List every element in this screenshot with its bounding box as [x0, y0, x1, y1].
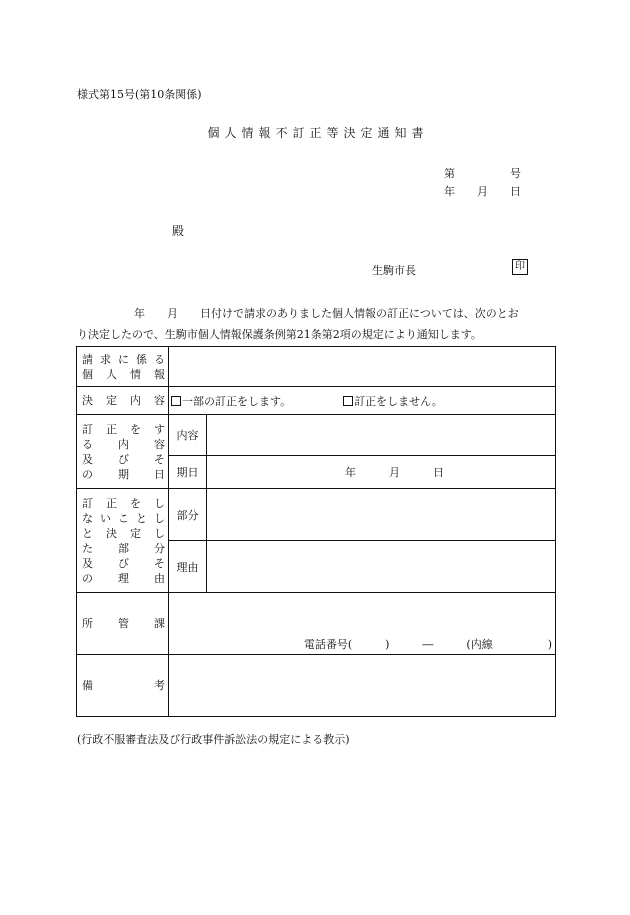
row-department	[77, 593, 556, 655]
value-correction-content[interactable]	[207, 415, 556, 456]
label-line: 及 び そ	[82, 452, 165, 466]
row-decision	[77, 387, 556, 415]
label-line: 請 求 に 係 る	[82, 352, 165, 366]
label-line: 備 考	[82, 679, 165, 692]
label-line: 決 定 内 容	[82, 394, 165, 407]
document-title: 個人情報不訂正等決定通知書	[207, 126, 429, 140]
value-personal-info[interactable]	[169, 347, 556, 387]
label-line: な い こ と し	[82, 511, 165, 525]
label-uncorrected	[77, 489, 169, 593]
option-none-label: 訂正をしません。	[354, 394, 443, 408]
sub-label-reason: 理由	[169, 541, 207, 593]
checkbox-no-correction[interactable]	[343, 396, 353, 406]
notice-body	[77, 303, 519, 345]
row-remarks	[77, 655, 556, 717]
value-correction-date[interactable]	[207, 456, 556, 489]
date-placeholder: 年 月 日	[345, 466, 444, 479]
label-line: の 理 由	[82, 571, 165, 585]
label-line: 個 人 情 報	[82, 367, 165, 381]
phone-number-line: 電話番号( ) ― (内線 )	[303, 638, 552, 651]
value-remarks[interactable]	[169, 655, 556, 717]
sub-label-part: 部分	[169, 489, 207, 541]
document-date: 年 月 日	[444, 185, 521, 198]
addressee: 殿	[172, 224, 185, 238]
label-line: 所 管 課	[82, 617, 165, 630]
value-uncorrected-reason[interactable]	[207, 541, 556, 593]
label-line: の 期 日	[82, 467, 165, 481]
issuer-name: 生駒市長	[372, 264, 416, 277]
label-line: 訂 正 を し	[82, 496, 165, 510]
label-line: 及 び そ	[82, 556, 165, 570]
label-line: と 決 定 し	[82, 526, 165, 540]
row-personal-info	[77, 347, 556, 387]
row-correction-content	[77, 415, 556, 456]
label-line: 訂 正 を す	[82, 422, 165, 436]
notice-line-1: 年 月 日付けで請求のありました個人情報の訂正については、次のとお	[134, 307, 519, 320]
label-remarks	[77, 655, 169, 717]
value-uncorrected-part[interactable]	[207, 489, 556, 541]
decision-table	[76, 346, 556, 717]
row-uncorrected-part	[77, 489, 556, 541]
label-personal-info	[77, 347, 169, 387]
label-decision	[77, 387, 169, 415]
label-department	[77, 593, 169, 655]
sub-label-content: 内容	[169, 415, 207, 456]
decision-options	[169, 387, 556, 415]
option-partial-label: 一部の訂正をします。	[182, 394, 292, 408]
footnote: (行政不服審査法及び行政事件訴訟法の規定による教示)	[77, 733, 350, 746]
checkbox-partial-correction[interactable]	[171, 396, 181, 406]
form-reference: 様式第15号(第10条関係)	[77, 88, 202, 101]
seal-mark	[512, 259, 528, 275]
value-department[interactable]	[169, 593, 556, 655]
notice-line-2: り決定したので、生駒市個人情報保護条例第21条第2項の規定により通知します。	[77, 328, 482, 341]
sub-label-date: 期日	[169, 456, 207, 489]
seal-text: 印	[515, 261, 525, 272]
label-correction	[77, 415, 169, 489]
document-number: 第 号	[444, 167, 521, 180]
label-line: た 部 分	[82, 541, 165, 555]
label-line: る 内 容	[82, 437, 165, 451]
